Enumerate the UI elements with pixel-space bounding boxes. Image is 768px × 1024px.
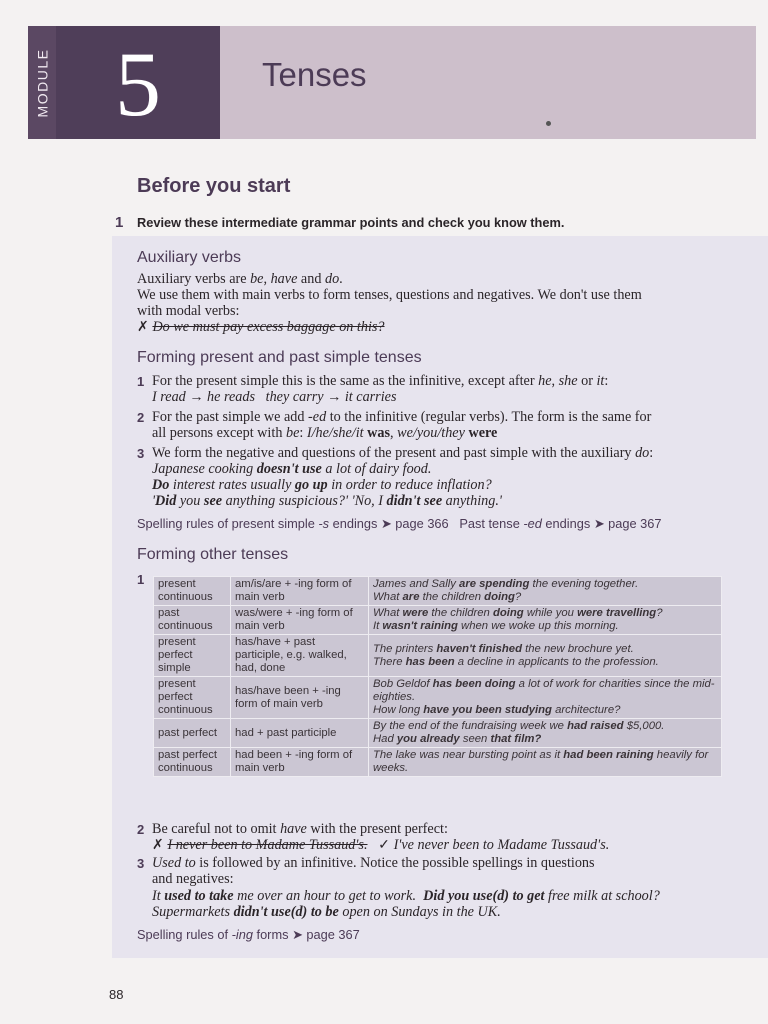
auxiliary-wrong-example: ✗ Do we must pay excess baggage on this? (137, 319, 385, 335)
tense-examples (369, 606, 722, 635)
past-rule-2-cont: all persons except with be: I/he/she/it was, we/you/they were (152, 425, 498, 441)
section-title: Before you start (137, 175, 291, 197)
tense-name: present perfect continuous (154, 677, 231, 719)
note-2: Be careful not to omit have with the present perfect: (152, 821, 448, 837)
ing-spelling-reference-link[interactable]: Spelling rules of -ing forms ➤ page 367 (137, 927, 360, 942)
subheading-auxiliary: Auxiliary verbs (137, 249, 242, 266)
pointer-arrow-icon: ➤ (292, 927, 303, 942)
table-row (154, 577, 722, 606)
table-row (154, 748, 722, 777)
example-line: What were the children doing while you were travelling? (373, 607, 663, 619)
example-line: 'Did you see anything suspicious?' 'No, I didn't see anything.' (152, 493, 502, 509)
tense-name: past perfect (154, 719, 231, 748)
tense-form: had + past participle (231, 719, 369, 748)
item-number: 1 (115, 214, 124, 231)
module-number: 5 (115, 33, 161, 135)
note-3-cont: and negatives: (152, 871, 234, 887)
example-line: How long have you been studying architecture? (373, 704, 621, 716)
example-line: It wasn't raining when we woke up this morning. (373, 620, 619, 632)
table-row (154, 635, 722, 677)
pointer-arrow-icon: ➤ (593, 516, 605, 531)
past-rule-2: For the past simple we add -ed to the infinitive (regular verbs). The form is the same for (152, 409, 652, 425)
tense-form: has/have + past participle, e.g. walked, had, done (231, 635, 369, 677)
pointer-arrow-icon: ➤ (381, 516, 392, 531)
tense-examples (369, 719, 722, 748)
example-line: Had you already seen that film? (373, 733, 542, 745)
example-line: Japanese cooking doesn't use a lot of dairy food. (152, 461, 432, 477)
item-instruction: Review these intermediate grammar points and check you know them. (137, 215, 565, 230)
tense-name: past continuous (154, 606, 231, 635)
tense-examples (369, 577, 722, 606)
module-label: MODULE (34, 48, 50, 117)
list-number: 3 (137, 446, 145, 461)
tense-name: present continuous (154, 577, 231, 606)
spelling-reference-link[interactable]: Spelling rules of present simple -s endings ➤ page 366 Past tense -ed endings ➤ page 367 (137, 516, 662, 531)
table-row (154, 606, 722, 635)
present-rule-1-example: I read → he reads they carry → it carries (152, 389, 397, 405)
tense-examples (369, 677, 722, 719)
table-row (154, 719, 722, 748)
tense-form: was/were + -ing form of main verb (231, 606, 369, 635)
arrow-icon: → (189, 389, 204, 405)
tenses-table (153, 576, 722, 777)
tense-form: am/is/are + -ing form of main verb (231, 577, 369, 606)
page-number: 88 (109, 987, 124, 1002)
example-line: Supermarkets didn't use(d) to be open on Sundays in the UK. (152, 904, 501, 920)
example-line: Bob Geldof has been doing a lot of work for charities since the mid-eighties. (373, 678, 715, 703)
tense-name: present perfect simple (154, 635, 231, 677)
cross-icon: ✗ (152, 837, 164, 853)
table-row (154, 677, 722, 719)
tense-form: had been + -ing form of main verb (231, 748, 369, 777)
example-line: It used to take me over an hour to get to work. Did you use(d) to get free milk at school? (152, 888, 660, 904)
present-rule-1: For the present simple this is the same as the infinitive, except after he, she or it: (152, 373, 609, 389)
list-number: 2 (137, 410, 145, 425)
cross-icon: ✗ (137, 319, 149, 335)
example-line: There has been a decline in applicants to the profession. (373, 655, 659, 668)
tense-examples (369, 635, 722, 677)
auxiliary-line-3: with modal verbs: (137, 303, 240, 319)
example-line: The lake was near bursting point as it had been raining heavily for weeks. (373, 749, 709, 774)
list-number: 1 (137, 572, 145, 587)
subheading-present-past: Forming present and past simple tenses (137, 349, 422, 366)
negative-rule-3: We form the negative and questions of the present and past simple with the auxiliary do: (152, 445, 654, 461)
example-line: James and Sally are spending the evening together. (373, 578, 639, 590)
example-line: What are the children doing? (373, 591, 522, 603)
auxiliary-line-2: We use them with main verbs to form tenses, questions and negatives. We don't use them (137, 287, 642, 303)
note-2-example: ✗ I never been to Madame Tussaud's. ✓ I've never been to Madame Tussaud's. (152, 837, 610, 853)
list-number: 1 (137, 374, 145, 389)
auxiliary-line-1: Auxiliary verbs are be, have and do. (137, 271, 343, 287)
tense-name: past perfect continuous (154, 748, 231, 777)
example-line: The printers haven't finished the new brochure yet. (373, 642, 634, 655)
arrow-icon: → (327, 389, 342, 405)
tense-examples (369, 748, 722, 777)
note-3: Used to is followed by an infinitive. Notice the possible spellings in questions (152, 855, 595, 871)
page-title: Tenses (262, 56, 367, 93)
list-number: 2 (137, 822, 145, 837)
example-line: By the end of the fundraising week we had raised $5,000. (373, 720, 665, 732)
check-icon: ✓ (378, 837, 391, 853)
tense-form: has/have been + -ing form of main verb (231, 677, 369, 719)
example-line: Do interest rates usually go up in order to reduce inflation? (152, 477, 492, 493)
subheading-other-tenses: Forming other tenses (137, 546, 289, 563)
dot-mark (546, 121, 551, 126)
list-number: 3 (137, 856, 145, 871)
